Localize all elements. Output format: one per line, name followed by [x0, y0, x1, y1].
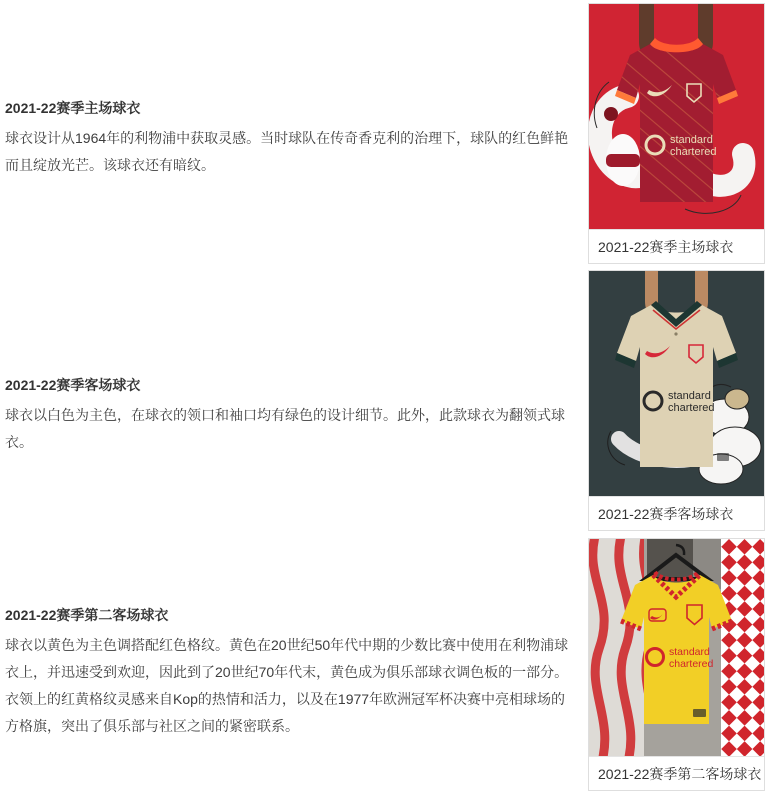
kit-card-home	[588, 3, 765, 264]
kit-card-caption: 2021-22赛季第二客场球衣	[589, 756, 764, 790]
kit-card-caption: 2021-22赛季主场球衣	[589, 229, 764, 263]
sponsor-text-line1: standard	[668, 390, 711, 402]
home-kit-image	[589, 4, 764, 229]
section-body: 球衣以白色为主色，在球衣的领口和袖口均有绿色的设计细节。此外，此款球衣为翻领式球衣。	[5, 407, 565, 450]
section-third-kit	[5, 605, 570, 740]
section-away-kit	[5, 375, 570, 456]
away-kit-image	[589, 271, 764, 496]
kit-card-caption: 2021-22赛季客场球衣	[589, 496, 764, 530]
section-body: 球衣设计从1964年的利物浦中获取灵感。当时球队在传奇香克利的治理下，球队的红色鲜艳而且绽放光芒。该球衣还有暗纹。	[5, 130, 569, 173]
kit-card-away	[588, 270, 765, 531]
sponsor-text-line1: standard	[669, 646, 710, 658]
section-body: 球衣以黄色为主色调搭配红色格纹。黄色在20世纪50年代中期的少数比赛中使用在利物浦球衣上，并迅速受到欢迎，因此到了20世纪70年代末，黄色成为俱乐部球衣调色板的一部分。衣领上的红黄格纹灵感来自Kop的热情和活力，以及在1977年欧洲冠军杯决赛中亮相球场的方格旗，突出了俱乐部与社区之间的紧密联系。	[5, 637, 569, 734]
section-heading: 2021-22赛季主场球衣	[5, 100, 141, 116]
kit-card-third	[588, 538, 765, 791]
sponsor-text-line1: standard	[670, 134, 713, 146]
sponsor-text-line2: chartered	[669, 658, 714, 670]
section-heading: 2021-22赛季客场球衣	[5, 377, 141, 393]
section-heading: 2021-22赛季第二客场球衣	[5, 607, 169, 623]
sponsor-text-line2: chartered	[668, 402, 715, 414]
section-home-kit	[5, 98, 570, 179]
third-kit-image	[589, 539, 764, 756]
sponsor-text-line2: chartered	[670, 146, 717, 158]
